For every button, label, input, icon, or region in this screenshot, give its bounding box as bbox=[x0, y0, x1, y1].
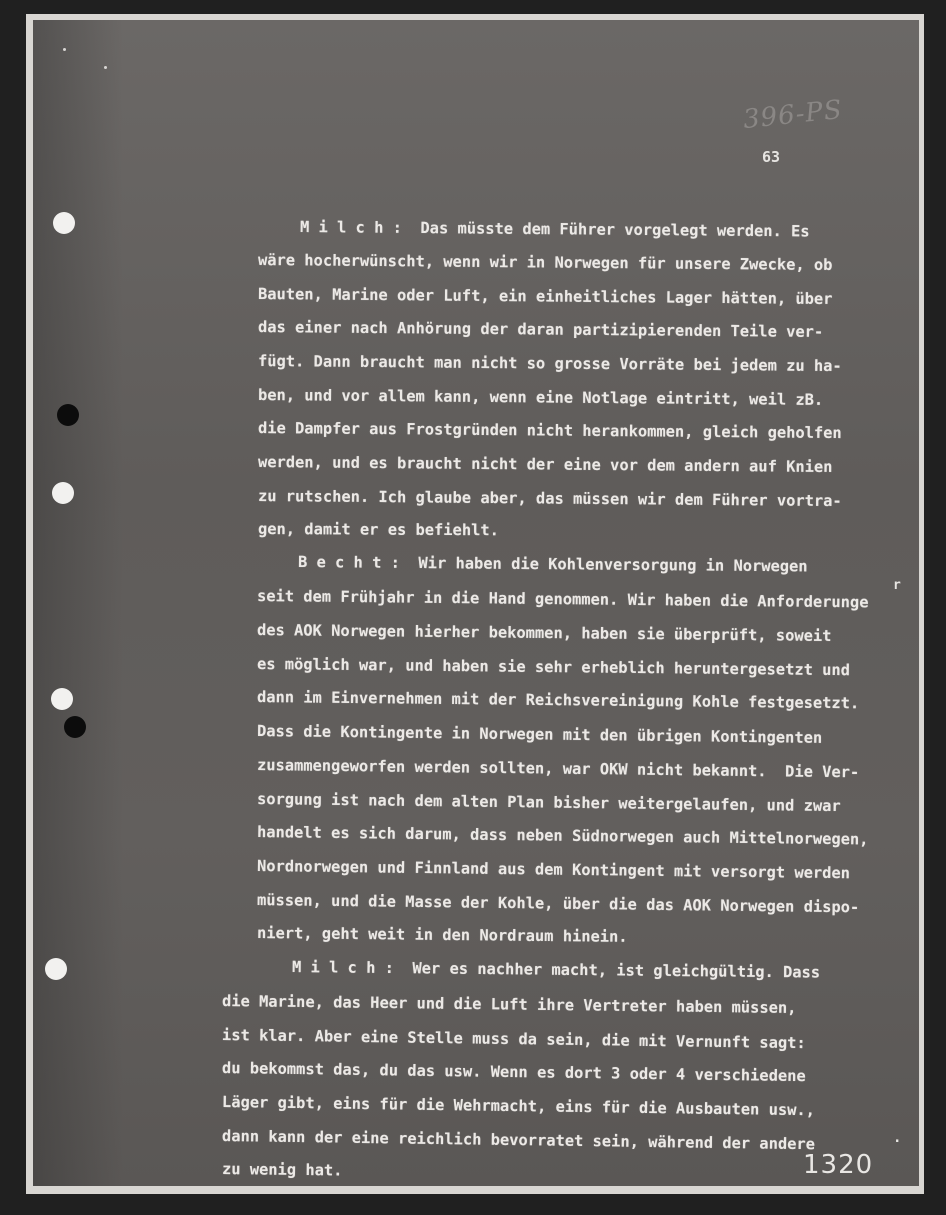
document-text-line: ist klar. Aber eine Stelle muss da sein, die mit Vernunft sagt: bbox=[221, 1026, 806, 1053]
document-text-line: die Marine, das Heer und die Luft ihre Vertreter haben müssen, bbox=[221, 992, 797, 1018]
document-text-line: zu wenig hat. bbox=[221, 1160, 343, 1180]
document-text-line: Läger gibt, eins für die Wehrmacht, eins für die Ausbauten usw., bbox=[221, 1093, 816, 1120]
document-text-line: fügt. Dann braucht man nicht so grosse Vorräte bei jedem zu ha- bbox=[257, 352, 842, 376]
margin-dot: . bbox=[893, 1130, 902, 1146]
document-text-line: dann im Einvernehmen mit der Reichsvereinigung Kohle festgesetzt. bbox=[256, 688, 860, 713]
punch-hole-icon bbox=[64, 716, 86, 738]
document-text-line: seit dem Frühjahr in die Hand genommen. Wir haben die Anforderunge bbox=[256, 587, 869, 612]
document-text-line: M i l c h : Das müsste dem Führer vorgelegt werden. Es bbox=[299, 218, 810, 241]
document-text-line: gen, damit er es befiehlt. bbox=[257, 520, 499, 540]
document-text-line: müssen, und die Masse der Kohle, über die das AOK Norwegen dispo- bbox=[256, 891, 860, 917]
document-text-line: M i l c h : Wer es nachher macht, ist gleichgültig. Dass bbox=[291, 958, 821, 982]
archive-reference: 396-PS bbox=[741, 94, 845, 136]
document-text-line: wäre hocherwünscht, wenn wir in Norwegen für unsere Zwecke, ob bbox=[257, 251, 833, 275]
document-text-line: du bekommst das, du das usw. Wenn es dort 3 oder 4 verschiedene bbox=[221, 1059, 806, 1086]
dust-speck bbox=[63, 48, 66, 51]
document-text-line: niert, geht weit in den Nordraum hinein. bbox=[256, 924, 628, 946]
document-text-line: dann kann der eine reichlich bevorratet sein, während der andere bbox=[221, 1127, 816, 1154]
document-text-line: werden, und es braucht nicht der eine vor dem andern auf Knien bbox=[257, 453, 833, 477]
punch-hole-icon bbox=[45, 958, 67, 980]
page-number: 63 bbox=[762, 148, 781, 166]
page-crease-shadow bbox=[33, 20, 123, 1186]
dust-speck bbox=[104, 66, 107, 69]
punch-hole-icon bbox=[51, 688, 73, 710]
document-text-line: die Dampfer aus Frostgründen nicht herankommen, gleich geholfen bbox=[257, 419, 842, 443]
document-text-line: es möglich war, und haben sie sehr erheblich heruntergesetzt und bbox=[256, 655, 851, 680]
document-text-line: Nordnorwegen und Finnland aus dem Kontingent mit versorgt werden bbox=[256, 857, 851, 883]
punch-hole-icon bbox=[52, 482, 74, 504]
margin-mark: r bbox=[893, 578, 901, 593]
document-text-line: Bauten, Marine oder Luft, ein einheitliches Lager hätten, über bbox=[257, 285, 833, 309]
document-text-line: ben, und vor allem kann, wenn eine Notlage eintritt, weil zB. bbox=[257, 386, 824, 409]
sheet-number: 1320 bbox=[803, 1150, 874, 1180]
punch-hole-icon bbox=[53, 212, 75, 234]
document-text-line: zu rutschen. Ich glaube aber, das müssen wir dem Führer vortra- bbox=[257, 487, 842, 511]
document-text-line: sorgung ist nach dem alten Plan bisher weitergelaufen, und zwar bbox=[256, 790, 841, 816]
document-text-line: das einer nach Anhörung der daran partizipierenden Teile ver- bbox=[257, 318, 824, 341]
document-text-line: des AOK Norwegen hierher bekommen, haben sie überprüft, soweit bbox=[256, 621, 832, 646]
document-text-line: zusammengeworfen werden sollten, war OKW nicht bekannt. Die Ver- bbox=[256, 756, 860, 782]
punch-hole-icon bbox=[57, 404, 79, 426]
document-text-line: Dass die Kontingente in Norwegen mit den übrigen Kontingenten bbox=[256, 722, 823, 747]
document-text-line: handelt es sich darum, dass neben Südnorwegen auch Mittelnorwegen, bbox=[256, 823, 869, 849]
document-text-line: B e c h t : Wir haben die Kohlenversorgung in Norwegen bbox=[297, 553, 808, 576]
